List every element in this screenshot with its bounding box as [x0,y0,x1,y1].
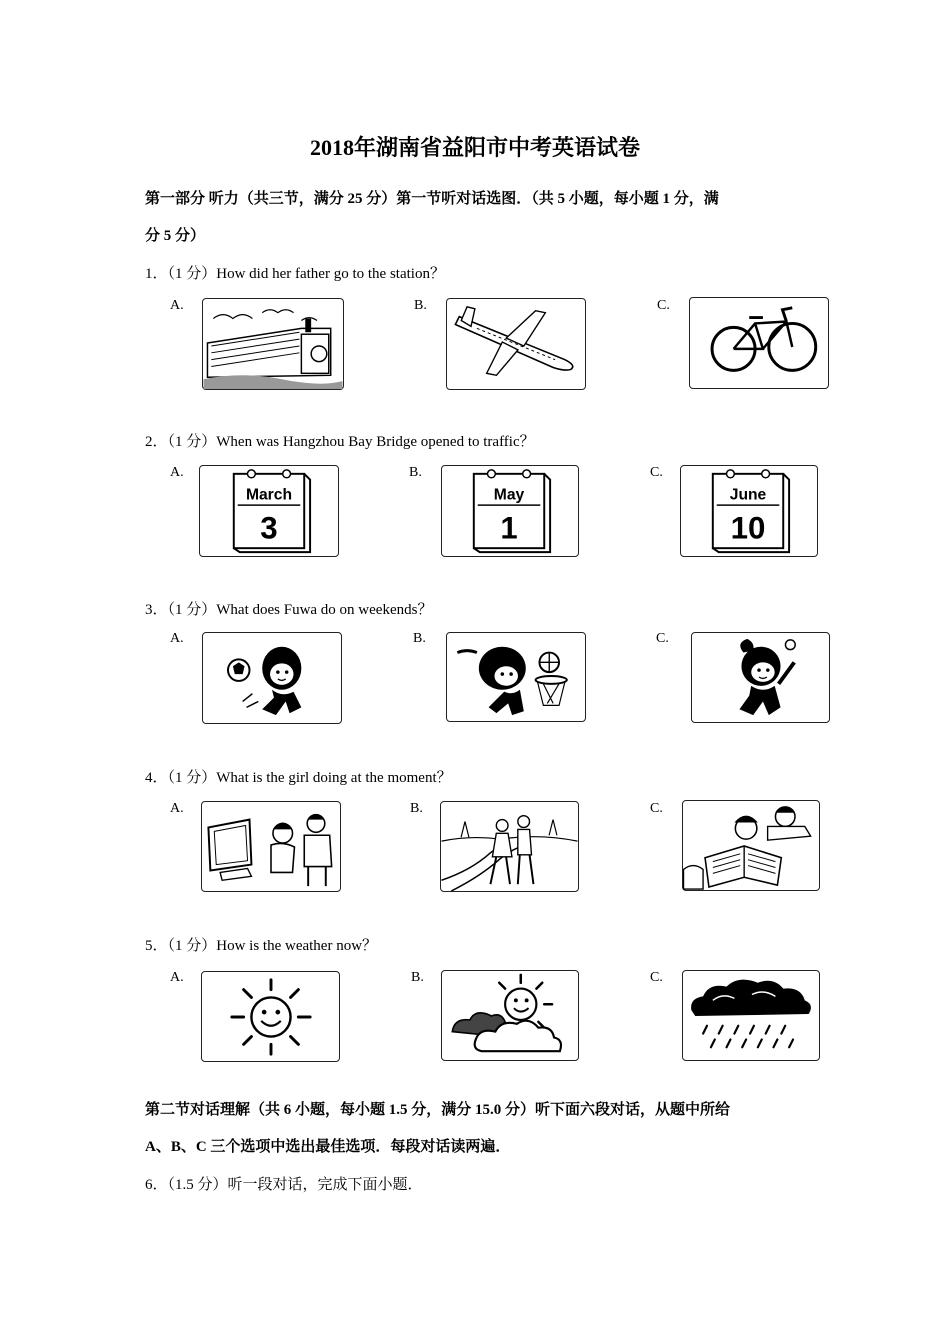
question-2: 2．（1 分）When was Hangzhou Bay Bridge opened to traffic？ [145,434,535,450]
q3-option-a: A. [170,631,184,646]
q4-picture-a [201,801,341,892]
calendar-day: 3 [260,510,278,546]
q1-picture-c [689,297,829,389]
question-1: 1．（1 分）How did her father go to the station？ [145,266,445,282]
q3-picture-b [446,632,586,722]
question-5: 5．（1 分）How is the weather now？ [145,938,378,954]
calendar-day: 10 [730,510,766,546]
q1-picture-a [202,298,344,390]
q3-option-c: C. [656,631,669,646]
part2-header [145,1092,815,1166]
calendar-month: June [729,486,767,504]
q2-picture-a [199,465,339,557]
q5-picture-b [441,970,579,1061]
q5-option-a: A. [170,970,184,985]
sun-icon [202,972,339,1061]
q4-picture-c [682,800,820,891]
q4-picture-b [440,801,579,892]
part1-header-line1: 第一部分 听力（共三节，满分 25 分）第一节听对话选图．（共 5 小题，每小题 1 分，满 [145,191,719,207]
question-6: 6．（1.5 分）听一段对话，完成下面小题． [145,1177,423,1193]
q2-option-c: C. [650,465,663,480]
q4-option-c: C. [650,801,663,816]
part2-header-line2: A、B、C 三个选项中选出最佳选项．每段对话读两遍． [145,1139,511,1155]
train-icon [203,299,343,389]
q1-picture-b [446,298,586,390]
airplane-icon [447,299,585,389]
q3-picture-a [202,632,342,724]
calendar-day: 1 [500,510,518,546]
part2-header-line1: 第二节对话理解（共 6 小题，每小题 1.5 分，满分 15.0 分）听下面六段对话，从题中所给 [145,1102,731,1118]
walking-icon [441,802,578,891]
question-3: 3．（1 分）What does Fuwa do on weekends？ [145,602,433,618]
computer-icon [202,802,340,891]
basketball-icon [447,633,585,721]
newspaper-icon [683,801,819,890]
q5-option-b: B. [411,970,424,985]
q3-option-b: B. [413,631,426,646]
calendar-month: May [493,486,525,504]
q3-picture-c [691,632,830,723]
q2-option-a: A. [170,465,184,480]
volleyball-icon [692,633,829,722]
q4-option-a: A. [170,801,184,816]
football-icon [203,633,341,723]
calendar-month: March [245,486,293,504]
bicycle-icon [690,298,828,388]
q5-picture-a [201,971,340,1062]
q2-picture-c [680,465,818,557]
part1-header-line2: 分 5 分） [145,228,206,244]
q1-option-c: C. [657,298,670,313]
partly-cloudy-icon [442,971,578,1060]
page-title: 2018年湖南省益阳市中考英语试卷 [309,135,640,160]
rain-icon [683,971,819,1060]
calendar-icon [442,466,578,556]
q2-picture-b [441,465,579,557]
q1-option-b: B. [414,298,427,313]
calendar-icon [200,466,338,556]
q4-option-b: B. [410,801,423,816]
q5-option-c: C. [650,970,663,985]
part1-header [145,181,815,255]
calendar-icon [681,466,817,556]
q1-option-a: A. [170,298,184,313]
question-4: 4．（1 分）What is the girl doing at the moment？ [145,770,452,786]
q2-option-b: B. [409,465,422,480]
q5-picture-c [682,970,820,1061]
